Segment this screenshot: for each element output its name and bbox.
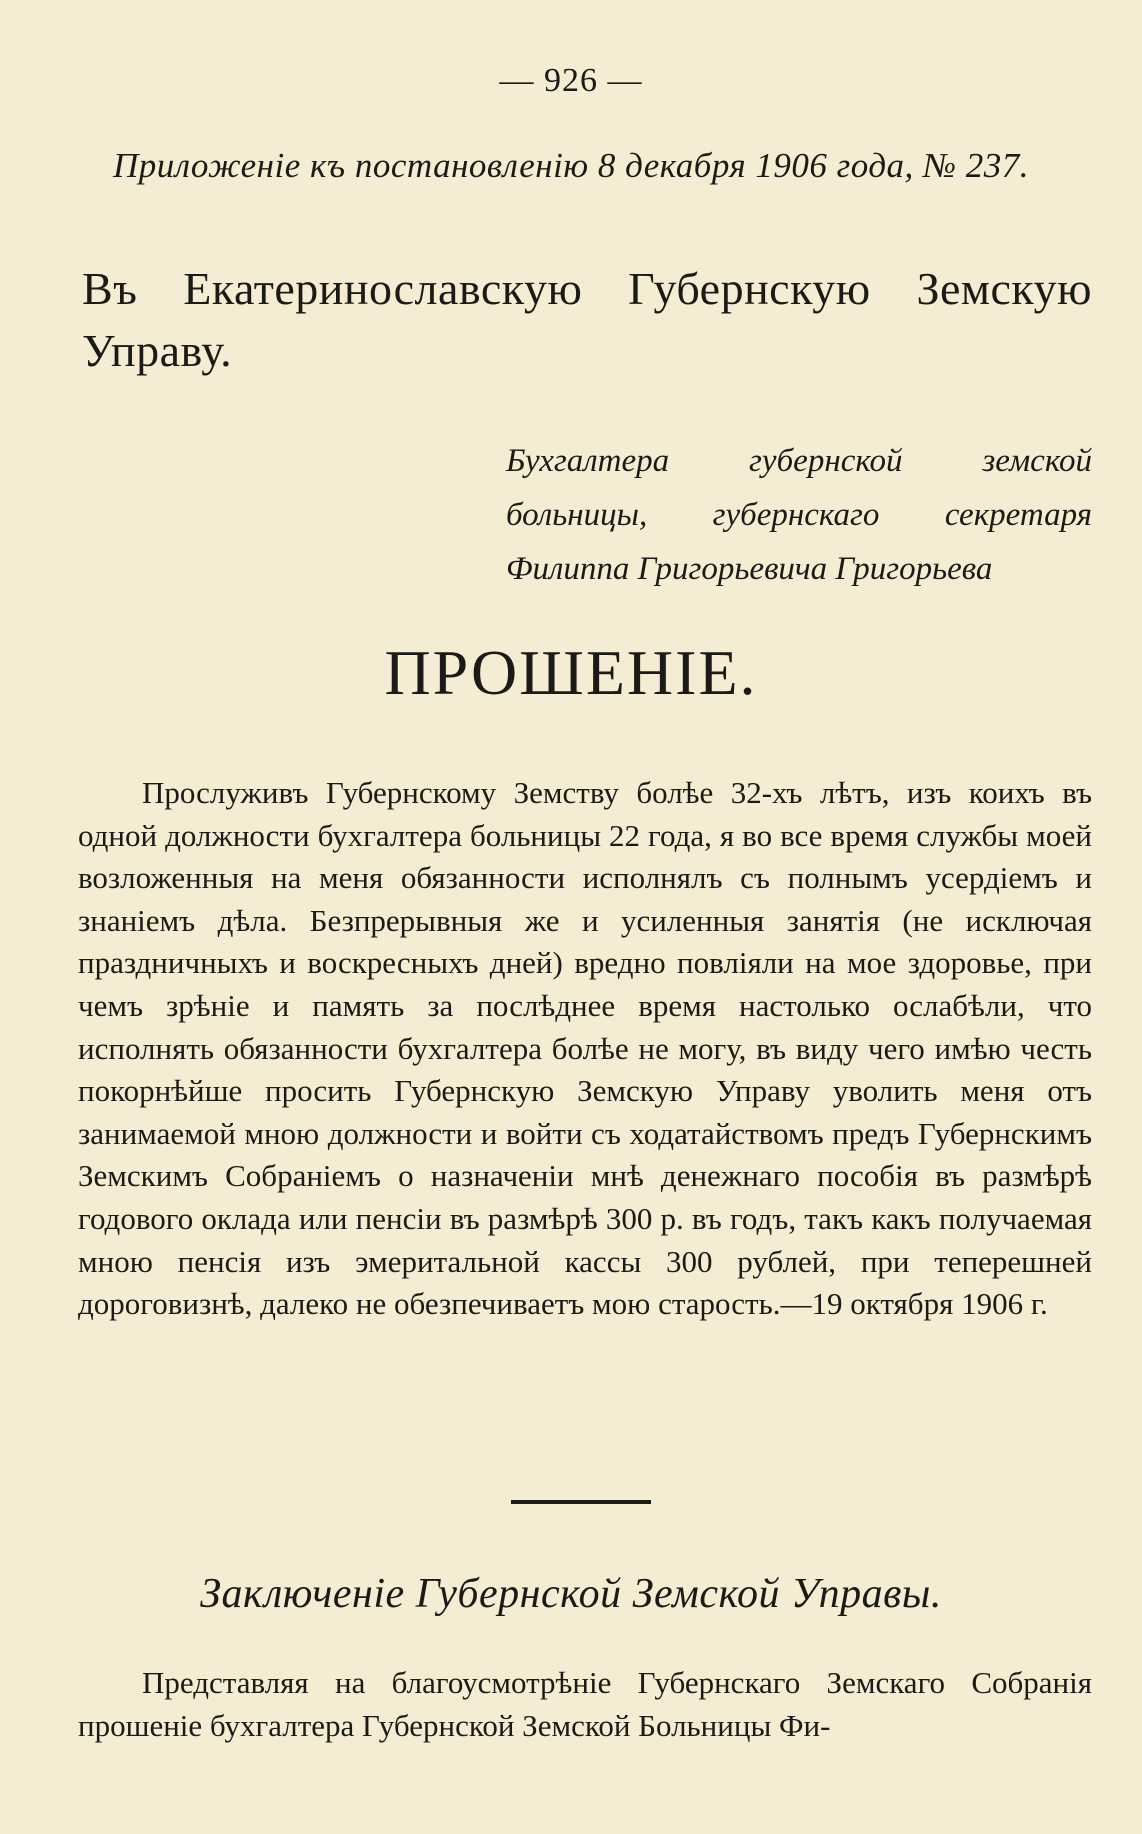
conclusion-body xyxy=(78,1662,1092,1747)
document-title: ПРОШЕНIЕ. xyxy=(384,637,758,708)
petition-paragraph: Прослуживъ Губернскому Земству болѣе 32-хъ лѣтъ, изъ коихъ въ одной должности бухгалтера больницы 22 года, я во все время службы моей возложенныя на меня обязанности исполнялъ съ полнымъ усердiемъ и знанiемъ дѣла. Безпрерывныя же и усиленныя занятiя (не исключая праздничныхъ и воскресныхъ дней) вредно повлiяли на мое здоровье, при чемъ зрѣнiе и память за послѣднее время настолько ослабѣли, что исполнять обязанности бухгалтера болѣе не могу, въ виду чего имѣю честь покорнѣйше просить Губернскую Земскую Управу уволить меня отъ занимаемой мною должности и войти съ ходатайствомъ предъ Губернскимъ Земскимъ Собранiемъ о назначенiи мнѣ денежнаго пособiя въ размѣрѣ годового оклада или пенсiи въ размѣрѣ 300 р. въ годъ, такъ какъ получаемая мною пенсiя изъ эмеритальной кассы 300 рублей, при теперешней дороговизнѣ, далеко не обезпечиваетъ мою старость.—19 октября 1906 г. xyxy=(78,775,1092,1322)
appendix-line: Приложенiе къ постановленiю 8 декабря 1906 года, № 237. xyxy=(112,146,1030,185)
petition-body xyxy=(78,772,1092,1326)
section-divider xyxy=(511,1500,651,1504)
conclusion-heading: Заключенiе Губернской Земской Управы. xyxy=(200,1571,942,1617)
addressee: Въ Екатеринославскую Губернскую Земскую Управу. xyxy=(82,263,1092,376)
sender-block: Бухгалтера губернской земской больницы, губернскаго секретаря Филиппа Григорьевича Григорьева xyxy=(506,443,1092,587)
page-number: — 926 — xyxy=(499,62,643,99)
conclusion-paragraph: Представляя на благоусмотрѣнiе Губернскаго Земскаго Собранiя прошенiе бухгалтера Губернской Земской Больницы Фи- xyxy=(78,1665,1092,1743)
